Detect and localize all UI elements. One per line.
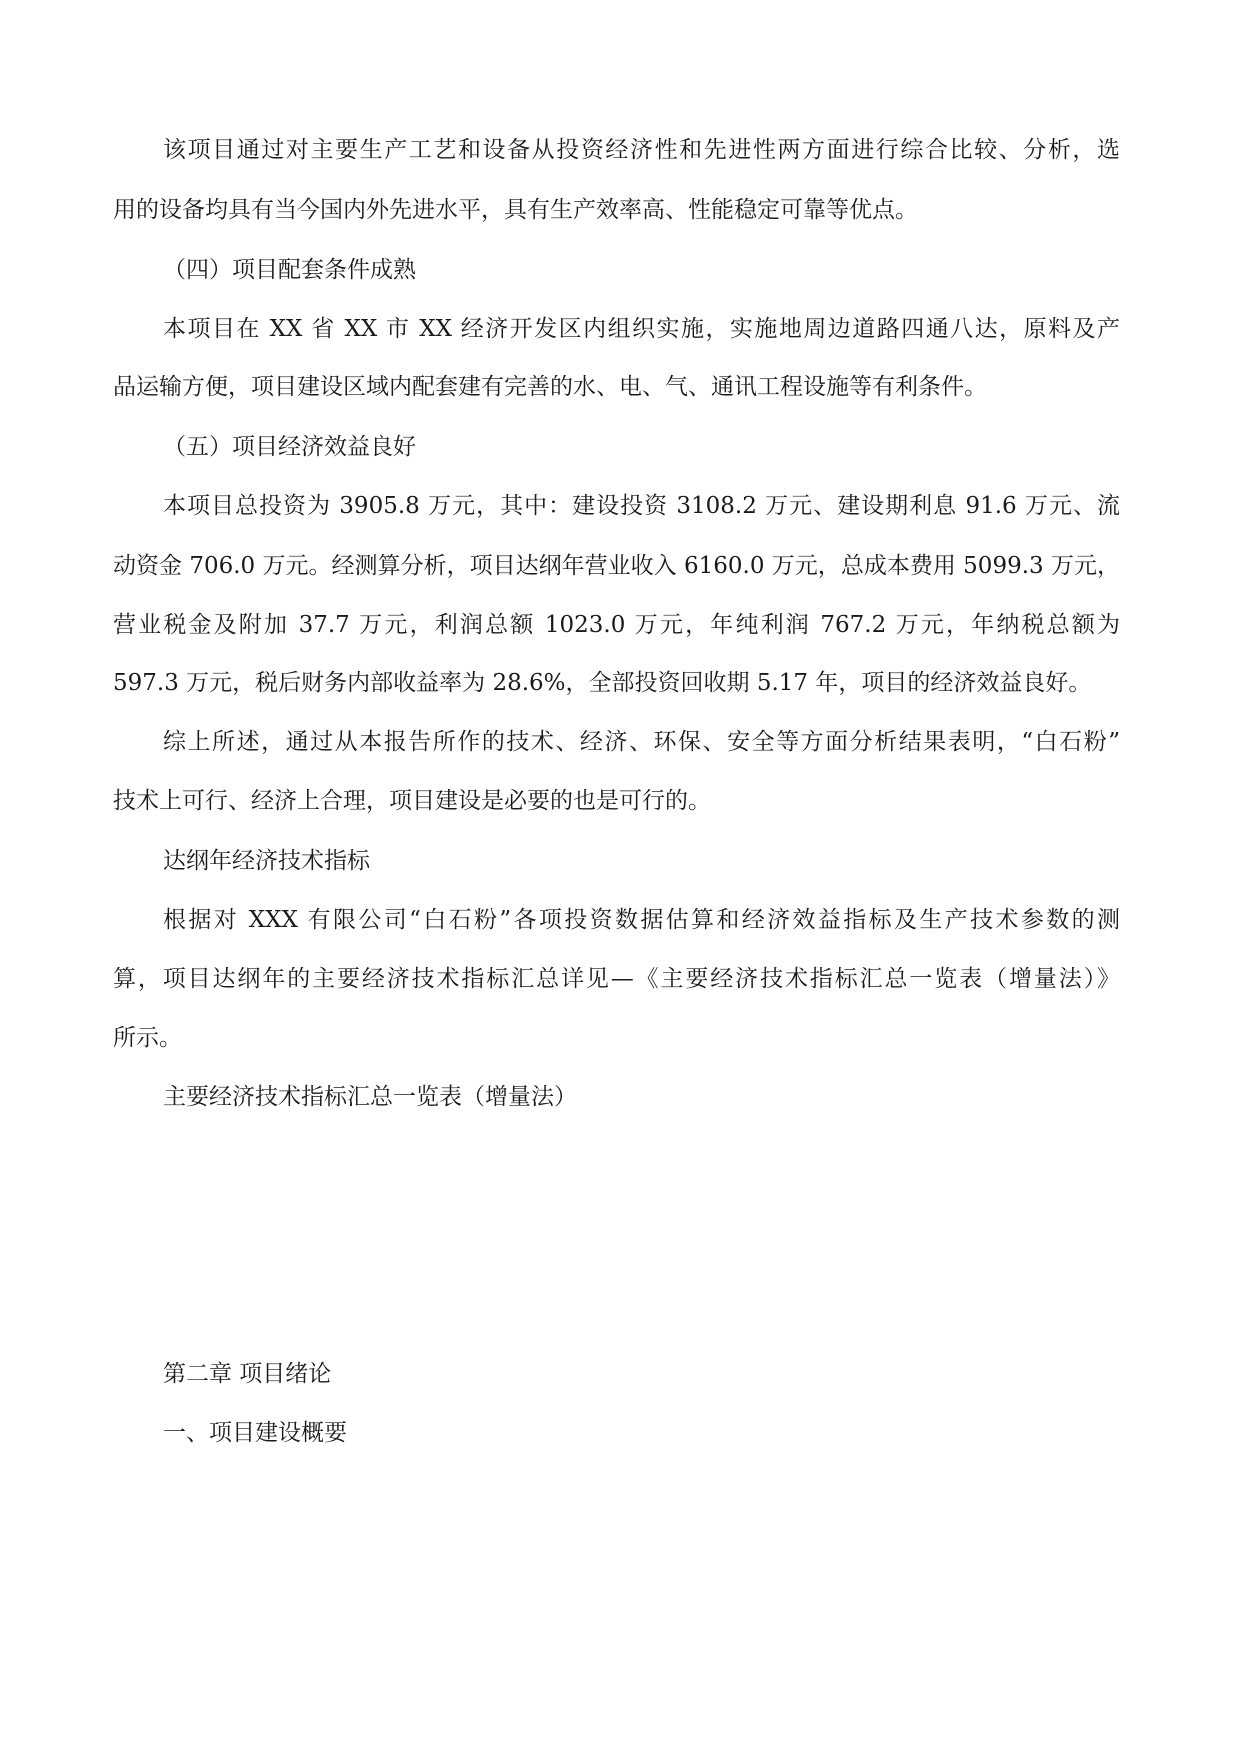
paragraph-line: 综上所述，通过从本报告所作的技术、经济、环保、安全等方面分析结果表明，“白石粉” [163, 729, 1120, 755]
paragraph-line: 用的设备均具有当今国内外先进水平，具有生产效率高、性能稳定可靠等优点。 [113, 197, 918, 223]
paragraph-line: 算，项目达纲年的主要经济技术指标汇总详见—《主要经济技术指标汇总一览表（增量法）》 [113, 966, 1120, 992]
table-caption: 主要经济技术指标汇总一览表（增量法） [163, 1084, 577, 1110]
paragraph-line: 根据对 XXX 有限公司“白石粉”各项投资数据估算和经济效益指标及生产技术参数的测 [163, 907, 1120, 933]
section-heading: （五）项目经济效益良好 [163, 434, 416, 460]
section-heading: （四）项目配套条件成熟 [163, 257, 416, 283]
chapter-heading: 第二章 项目绪论 [163, 1361, 332, 1387]
paragraph-line: 所示。 [113, 1025, 182, 1051]
paragraph-line: 该项目通过对主要生产工艺和设备从投资经济性和先进性两方面进行综合比较、分析，选 [163, 137, 1120, 163]
paragraph-line: 技术上可行、经济上合理，项目建设是必要的也是可行的。 [113, 788, 711, 814]
paragraph-line: 营业税金及附加 37.7 万元，利润总额 1023.0 万元，年纯利润 767.2 万元，年纳税总额为 [113, 612, 1120, 638]
paragraph-line: 597.3 万元，税后财务内部收益率为 28.6%，全部投资回收期 5.17 年，项目的经济效益良好。 [113, 670, 1092, 696]
paragraph-line: 本项目在 XX 省 XX 市 XX 经济开发区内组织实施，实施地周边道路四通八达，原料及产 [163, 316, 1120, 342]
paragraph-line: 动资金 706.0 万元。经测算分析，项目达纲年营业收入 6160.0 万元，总成本费用 5099.3 万元， [113, 553, 1120, 579]
section-heading: 一、项目建设概要 [163, 1420, 347, 1446]
section-heading: 达纲年经济技术指标 [163, 848, 370, 874]
paragraph-line: 品运输方便，项目建设区域内配套建有完善的水、电、气、通讯工程设施等有利条件。 [113, 374, 987, 400]
paragraph-line: 本项目总投资为 3905.8 万元，其中：建设投资 3108.2 万元、建设期利息 91.6 万元、流 [163, 493, 1120, 519]
